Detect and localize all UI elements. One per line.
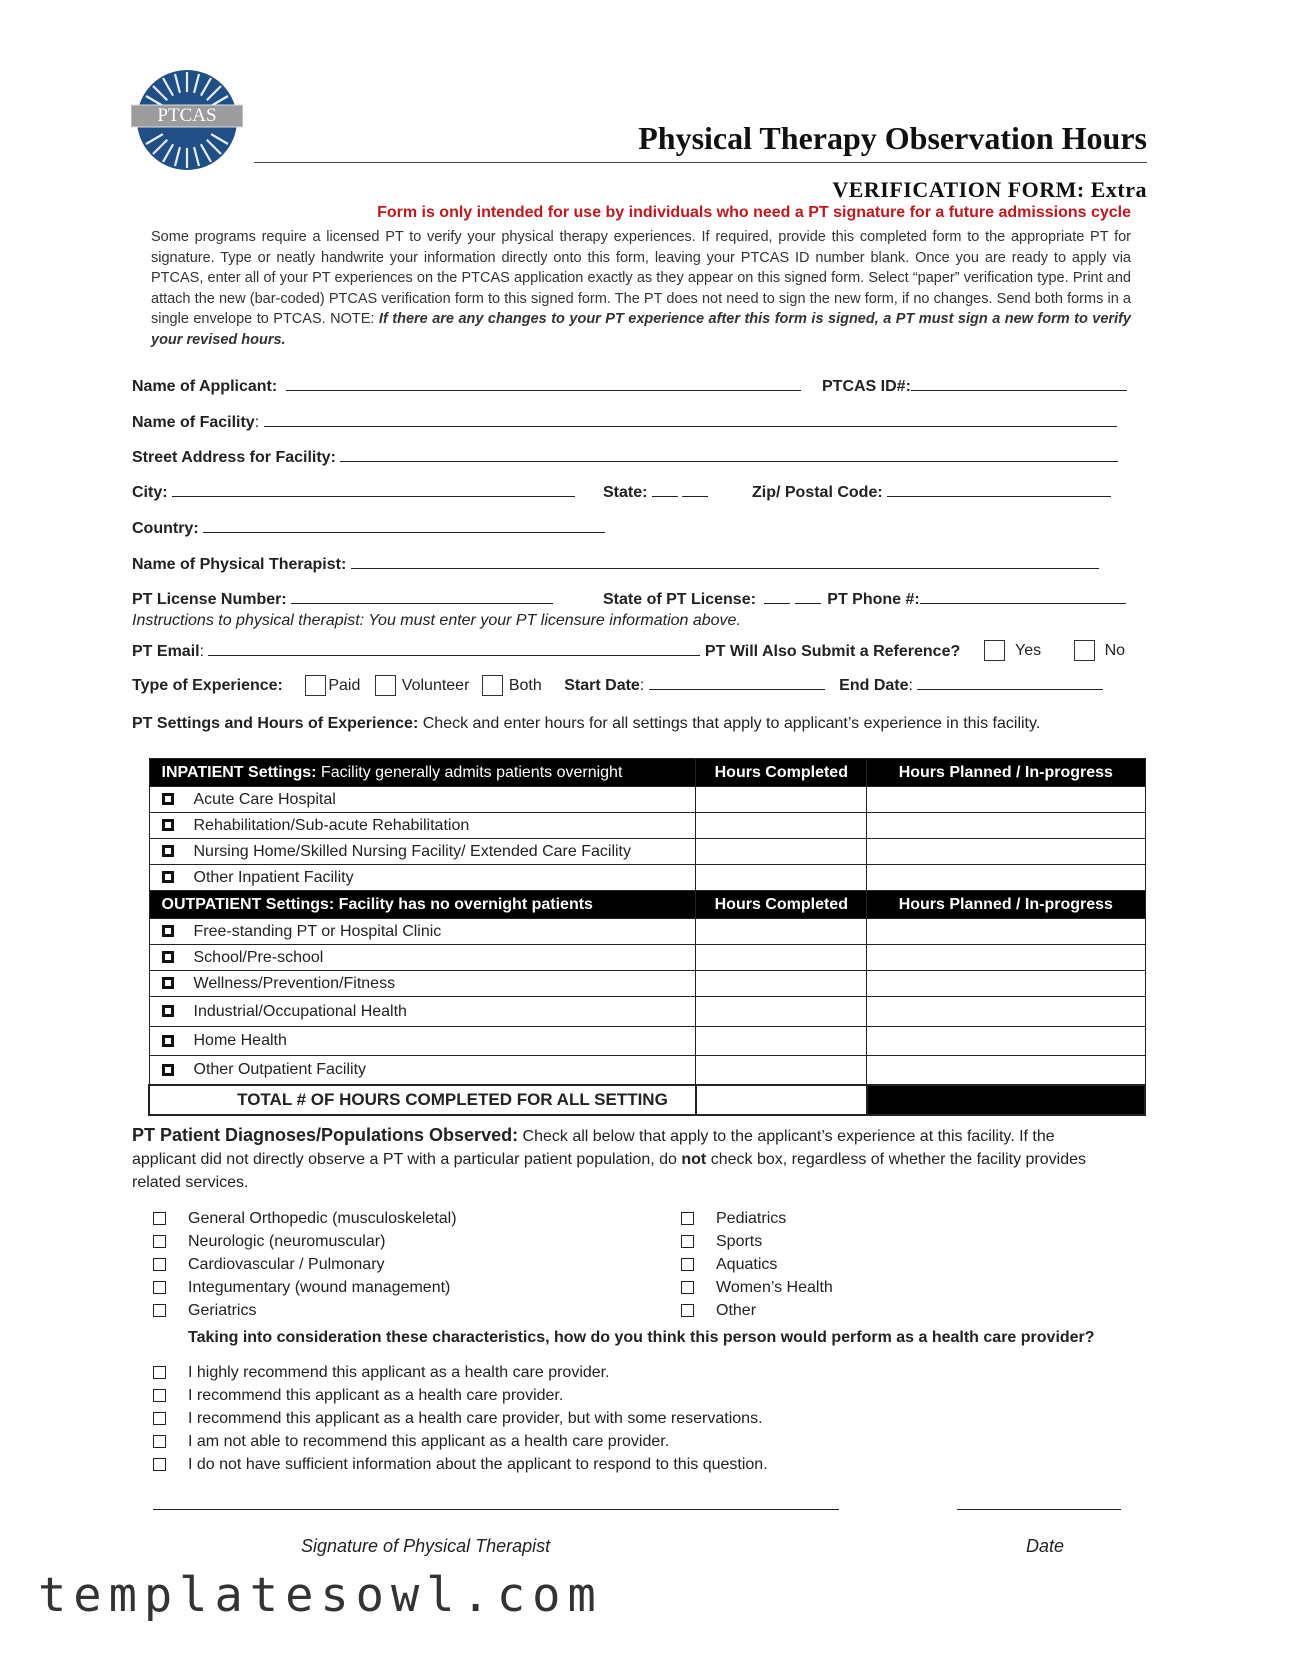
reference-question: PT Will Also Submit a Reference?	[704, 643, 961, 660]
setting-checkbox[interactable]	[162, 1035, 174, 1047]
pt-phone-label: PT Phone #:	[827, 591, 920, 608]
pt-name-field[interactable]	[351, 554, 1099, 569]
watermark-text: templatesowl.com	[38, 1568, 603, 1623]
ptcas-id-field[interactable]	[911, 376, 1127, 391]
both-checkbox[interactable]	[482, 675, 503, 696]
pt-name-label: Name of Physical Therapist:	[132, 556, 347, 573]
recommendation-checkbox[interactable]	[153, 1366, 166, 1379]
diagnosis-checkbox[interactable]	[681, 1304, 694, 1317]
license-row	[132, 589, 553, 609]
city-row	[132, 482, 575, 502]
setting-checkbox[interactable]	[162, 793, 174, 805]
list-item: Women’s Health	[681, 1276, 833, 1299]
setting-checkbox[interactable]	[162, 845, 174, 857]
pt-instructions: Instructions to physical therapist: You must enter your PT licensure information above.	[132, 612, 741, 629]
list-item: I recommend this applicant as a health care provider, but with some reservations.	[153, 1407, 768, 1430]
hours-planned-header: Hours Planned / In-progress	[867, 891, 1145, 919]
hours-completed-cell[interactable]	[696, 971, 867, 997]
recommendation-checkbox[interactable]	[153, 1412, 166, 1425]
setting-cell: Free-standing PT or Hospital Clinic	[149, 919, 696, 945]
list-item: Pediatrics	[681, 1207, 833, 1230]
hours-completed-cell[interactable]	[696, 1056, 867, 1086]
diagnosis-checkbox[interactable]	[681, 1258, 694, 1271]
recommendation-checkbox[interactable]	[153, 1458, 166, 1471]
setting-checkbox[interactable]	[162, 925, 174, 937]
hours-planned-cell[interactable]	[867, 945, 1145, 971]
hours-planned-header: Hours Planned / In-progress	[867, 759, 1145, 787]
diagnoses-left-list	[153, 1207, 457, 1322]
diagnoses-right-list	[681, 1207, 833, 1322]
setting-cell: Industrial/Occupational Health	[149, 997, 696, 1027]
paid-checkbox[interactable]	[305, 675, 326, 696]
setting-cell: Acute Care Hospital	[149, 787, 696, 813]
settings-heading	[132, 715, 1040, 733]
zip-field[interactable]	[887, 482, 1111, 497]
state-field-2[interactable]	[682, 482, 708, 497]
setting-checkbox[interactable]	[162, 977, 174, 989]
setting-cell: Other Outpatient Facility	[149, 1056, 696, 1086]
country-row	[132, 518, 605, 538]
hours-completed-cell[interactable]	[696, 865, 867, 891]
ptcas-id-label: PTCAS ID#:	[822, 378, 911, 395]
table-row	[149, 1027, 1145, 1056]
settings-hours-table	[148, 758, 1146, 1116]
hours-planned-cell[interactable]	[867, 919, 1145, 945]
pt-phone-field[interactable]	[920, 589, 1126, 604]
license-number-field[interactable]	[291, 589, 553, 604]
diagnosis-checkbox[interactable]	[153, 1281, 166, 1294]
pt-email-row: PT Email: PT Will Also Submit a Reference?	[132, 643, 961, 660]
pt-email-label: PT Email	[132, 643, 200, 660]
city-label: City:	[132, 484, 168, 501]
street-label: Street Address for Facility:	[132, 449, 336, 466]
facility-name-field[interactable]	[264, 412, 1117, 427]
hours-completed-cell[interactable]	[696, 839, 867, 865]
outpatient-header: OUTPATIENT Settings: Facility has no overnight patients	[149, 891, 696, 919]
diagnosis-checkbox[interactable]	[681, 1235, 694, 1248]
list-item: Sports	[681, 1230, 833, 1253]
list-item: I highly recommend this applicant as a health care provider.	[153, 1361, 768, 1384]
diagnosis-checkbox[interactable]	[153, 1212, 166, 1225]
experience-type-label: Type of Experience:	[132, 677, 283, 694]
setting-cell: Wellness/Prevention/Fitness	[149, 971, 696, 997]
pt-name-row	[132, 554, 1099, 574]
facility-label: Name of Facility	[132, 414, 255, 431]
cycle-notice: Form is only intended for use by individuals who need a PT signature for a future admissions cycle	[377, 204, 1131, 221]
facility-row: Name of Facility:	[132, 412, 1117, 432]
hours-planned-cell[interactable]	[867, 997, 1145, 1027]
signature-label: Signature of Physical Therapist	[301, 1536, 551, 1556]
table-row	[149, 971, 1145, 997]
diagnoses-text-b: check box, regardless of whether the facility provides related services.	[132, 1151, 1086, 1191]
setting-cell: Home Health	[149, 1027, 696, 1056]
license-state-label: State of PT License:	[603, 591, 756, 608]
volunteer-label: Volunteer	[401, 677, 470, 694]
inpatient-header: INPATIENT Settings: Facility generally admits patients overnight	[149, 759, 696, 787]
settings-heading-bold: PT Settings and Hours of Experience:	[132, 715, 419, 732]
total-row	[149, 1085, 1145, 1115]
diagnosis-checkbox[interactable]	[681, 1212, 694, 1225]
hours-completed-cell[interactable]	[696, 1027, 867, 1056]
table-row	[149, 813, 1145, 839]
street-address-field[interactable]	[340, 447, 1118, 462]
form-title: Physical Therapy Observation Hours	[638, 120, 1147, 156]
zip-row	[752, 482, 1111, 502]
hours-completed-cell[interactable]	[696, 787, 867, 813]
hours-completed-header: Hours Completed	[696, 891, 867, 919]
setting-cell: Nursing Home/Skilled Nursing Facility/ Extended Care Facility	[149, 839, 696, 865]
diagnosis-checkbox[interactable]	[681, 1281, 694, 1294]
license-state-field-2[interactable]	[795, 589, 821, 604]
license-label: PT License Number:	[132, 591, 287, 608]
setting-cell: Rehabilitation/Sub-acute Rehabilitation	[149, 813, 696, 839]
setting-checkbox[interactable]	[162, 819, 174, 831]
diagnosis-checkbox[interactable]	[153, 1258, 166, 1271]
list-item: I do not have sufficient information about the applicant to respond to this question.	[153, 1453, 768, 1476]
ptcas-logo	[131, 66, 243, 174]
state-field-1[interactable]	[652, 482, 678, 497]
reference-options	[984, 640, 1125, 661]
header-rule	[254, 162, 1147, 163]
list-item: Other	[681, 1299, 833, 1322]
street-row	[132, 447, 1118, 467]
setting-checkbox[interactable]	[162, 951, 174, 963]
list-item: Geriatrics	[153, 1299, 457, 1322]
hours-planned-cell[interactable]	[867, 971, 1145, 997]
form-subtitle: VERIFICATION FORM: Extra	[832, 177, 1147, 202]
hours-completed-header: Hours Completed	[696, 759, 867, 787]
total-label: TOTAL # OF HOURS COMPLETED FOR ALL SETTING	[149, 1085, 696, 1115]
applicant-name-field[interactable]	[286, 376, 801, 391]
country-field[interactable]	[203, 518, 605, 533]
setting-cell: School/Pre-school	[149, 945, 696, 971]
setting-checkbox[interactable]	[162, 871, 174, 883]
hours-planned-cell[interactable]	[867, 1056, 1145, 1086]
diagnoses-paragraph	[132, 1124, 1122, 1194]
date-line[interactable]	[957, 1509, 1121, 1510]
recommendation-checkbox[interactable]	[153, 1389, 166, 1402]
settings-heading-text: Check and enter hours for all settings that apply to applicant’s experience in this facility.	[422, 715, 1041, 732]
hours-planned-cell[interactable]	[867, 813, 1145, 839]
license-state-row	[603, 589, 1126, 609]
recommendation-list	[153, 1361, 768, 1476]
hours-planned-cell[interactable]	[867, 1027, 1145, 1056]
reference-no-label: No	[1104, 641, 1126, 659]
list-item: Aquatics	[681, 1253, 833, 1276]
recommendation-checkbox[interactable]	[153, 1435, 166, 1448]
table-row	[149, 997, 1145, 1027]
applicant-row	[132, 376, 801, 396]
pt-email-field[interactable]	[208, 641, 700, 656]
reference-yes-label: Yes	[1015, 641, 1042, 659]
setting-checkbox[interactable]	[162, 1005, 174, 1017]
ptcas-id-row	[822, 376, 1127, 396]
state-label: State:	[603, 484, 648, 501]
list-item: Integumentary (wound management)	[153, 1276, 457, 1299]
start-date-label: Start Date	[564, 677, 640, 694]
list-item: General Orthopedic (musculoskeletal)	[153, 1207, 457, 1230]
diagnoses-not: not	[681, 1151, 707, 1168]
applicant-label: Name of Applicant:	[132, 378, 278, 395]
both-label: Both	[508, 677, 542, 694]
hours-planned-cell[interactable]	[867, 787, 1145, 813]
diagnosis-checkbox[interactable]	[153, 1304, 166, 1317]
table-row	[149, 839, 1145, 865]
volunteer-checkbox[interactable]	[375, 675, 396, 696]
list-item: I am not able to recommend this applicant as a health care provider.	[153, 1430, 768, 1453]
logo-text: PTCAS	[157, 105, 217, 126]
state-row	[603, 482, 708, 502]
end-date-label: End Date	[839, 677, 909, 694]
city-field[interactable]	[172, 482, 575, 497]
total-hours-cell[interactable]	[696, 1085, 867, 1115]
table-row	[149, 919, 1145, 945]
hours-planned-cell[interactable]	[867, 865, 1145, 891]
intro-text: Some programs require a licensed PT to verify your physical therapy experiences. If required, provide this completed form to the appropriate PT for signature. Type or neatly handwrite your information directly onto this form, leaving your PTCAS ID number blank. Once you are ready to apply via PTCAS, enter all of your PT experiences on the PTCAS application exactly as they appear on this signed form. Select “paper” verification type. Print and attach the new (bar-coded) PTCAS verification form to this signed form. The PT does not need to sign the new form, if no changes. Send both forms in a single envelope to PTCAS. NOTE:	[151, 229, 1131, 327]
table-row	[149, 1056, 1145, 1086]
signature-line[interactable]	[153, 1509, 839, 1510]
reference-no-checkbox[interactable]	[1074, 640, 1095, 661]
table-row	[149, 945, 1145, 971]
setting-cell: Other Inpatient Facility	[149, 865, 696, 891]
list-item: Neurologic (neuromuscular)	[153, 1230, 457, 1253]
diagnoses-text-a: Check all below that apply to the applicant’s experience at this facility. If the applicant did not directly observe a PT with a particular patient population, do	[132, 1128, 1055, 1168]
experience-type-row: Type of Experience: Paid Volunteer Both Start Date: End Date:	[132, 675, 1103, 696]
table-row	[149, 787, 1145, 813]
outpatient-header-row	[149, 891, 1145, 919]
intro-emphasis: If there are any changes to your PT experience after this form is signed, a PT must sign a new form to verify your revised hours.	[151, 311, 1131, 348]
hours-completed-cell[interactable]	[696, 919, 867, 945]
zip-label: Zip/ Postal Code:	[752, 484, 883, 501]
recommendation-question: Taking into consideration these characteristics, how do you think this person would perform as a health care provider?	[188, 1329, 1095, 1346]
diagnoses-heading: PT Patient Diagnoses/Populations Observed:	[132, 1125, 519, 1145]
license-state-field-1[interactable]	[764, 589, 790, 604]
country-label: Country:	[132, 520, 199, 537]
hours-completed-cell[interactable]	[696, 997, 867, 1027]
start-date-field[interactable]	[649, 675, 825, 690]
end-date-field[interactable]	[917, 675, 1103, 690]
inpatient-header-row	[149, 759, 1145, 787]
paid-label: Paid	[328, 677, 361, 694]
diagnosis-checkbox[interactable]	[153, 1235, 166, 1248]
list-item: Cardiovascular / Pulmonary	[153, 1253, 457, 1276]
hours-completed-cell[interactable]	[696, 813, 867, 839]
intro-paragraph	[151, 227, 1131, 350]
reference-yes-checkbox[interactable]	[984, 640, 1005, 661]
hours-planned-cell[interactable]	[867, 839, 1145, 865]
list-item: I recommend this applicant as a health care provider.	[153, 1384, 768, 1407]
table-row	[149, 865, 1145, 891]
hours-completed-cell[interactable]	[696, 945, 867, 971]
total-blackout-cell	[867, 1085, 1145, 1115]
date-label: Date	[1026, 1536, 1065, 1556]
setting-checkbox[interactable]	[162, 1064, 174, 1076]
